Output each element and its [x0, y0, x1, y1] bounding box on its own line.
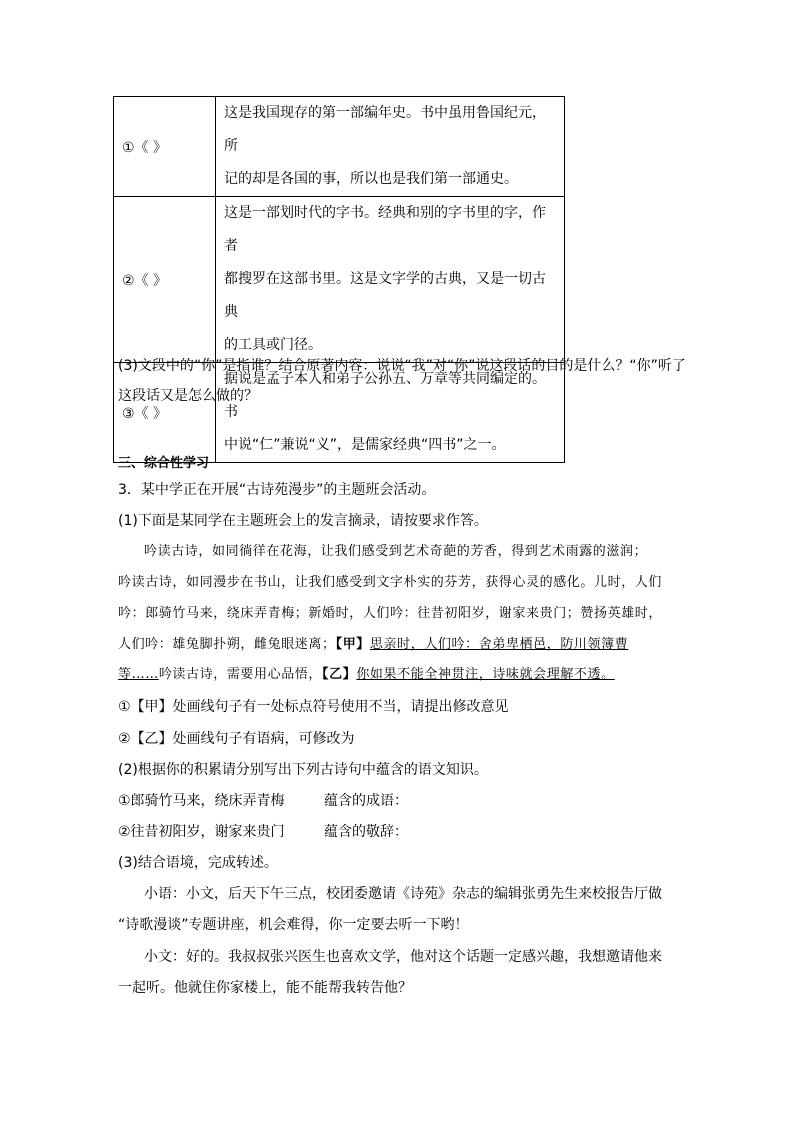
table-row [114, 197, 565, 363]
table-desc-line: 都搜罗在这部书里。这是文字学的古典，又是一切古典 [224, 271, 546, 320]
poem-item: ①郎骑竹马来，绕床弄青梅 [118, 793, 285, 809]
question-3-3-line1: (3)文段中的“你”是指谁？结合原著内容：说说“我”对“你”说这段话的目的是什么？“你”听了 [118, 358, 686, 374]
jia-marker: 【甲】 [335, 637, 370, 652]
table-label-cell: ②《 》 [114, 197, 216, 363]
table-label-cell: ①《 》 [114, 97, 216, 197]
table-desc-line: 的工具或门径。 [224, 337, 322, 353]
poem-ask: 蕴含的成语： [324, 793, 408, 809]
table-desc-cell [216, 197, 565, 363]
table-desc-cell [216, 97, 565, 197]
dialog-xiaoyu-line2: “诗歌漫谈”专题讲座，机会难得，你一定要去听一下哟！ [118, 917, 469, 933]
table-row [114, 363, 565, 463]
passage-text: 吟读古诗，需要用心品悟， [158, 667, 323, 682]
table-desc-line: 据说是孟子本人和弟子公孙五、万章等共同编定的。书 [224, 371, 546, 420]
poem-item: ②往昔初阳岁，谢家来贵门 [118, 824, 285, 840]
yi-marker: 【乙】 [322, 667, 357, 682]
section-heading: 三、综合性学习 [118, 456, 210, 471]
passage-line: 吟读古诗，如同漫步在书山，让我们感受到文字朴实的芬芳，获得心灵的感化。儿时，人们 [118, 575, 663, 590]
dialog-xiaoyu-line1: 小语：小文，后天下午三点，校团委邀请《诗苑》杂志的编辑张勇先生来校报告厅做 [144, 886, 662, 902]
table-desc-line: 这是一部划时代的字书。经典和别的字书里的字，作者 [224, 205, 546, 254]
classics-table [113, 96, 565, 463]
table-label-cell: ③《 》 [114, 363, 216, 463]
table-desc-line: 记的却是各国的事，所以也是我们第一部通史。 [224, 171, 518, 187]
passage-line [118, 635, 628, 655]
passage-line: 吟读古诗，如同徜徉在花海，让我们感受到艺术奇葩的芳香，得到艺术雨露的滋润； [144, 544, 648, 559]
table-desc-line: 中说“仁”兼说“义”，是儒家经典“四书”之一。 [224, 437, 506, 453]
jia-underlined-text: 思亲时，人们吟：舍弟卑栖邑，防川领簿曹 [369, 637, 629, 652]
question-3-intro: 3．某中学正在开展“古诗苑漫步”的主题班会活动。 [118, 482, 436, 498]
dialog-xiaowen-line1: 小文：好的。我叔叔张兴医生也喜欢文学，他对这个话题一定感兴趣，我想邀请他来 [144, 949, 662, 965]
passage-line [118, 665, 615, 685]
question-3-3-prompt: (3)结合语境，完成转述。 [118, 855, 278, 871]
poem-ask: 蕴含的敬辞： [324, 824, 408, 840]
passage-line: 吟：郎骑竹马来，绕床弄青梅；新婚时，人们吟：往昔初阳岁，谢家来贵门；赞扬英雄时， [118, 606, 663, 621]
table-row [114, 97, 565, 197]
dialog-xiaowen-line2: 一起听。他就住你家楼上，能不能帮我转告他？ [118, 980, 412, 996]
sub-question-1: ①【甲】处画线句子有一处标点符号使用不当，请提出修改意见 [118, 699, 509, 715]
sub-question-2: ②【乙】处画线句子有语病，可修改为 [118, 731, 355, 747]
passage-text: 人们吟：雄兔脚扑朔，雌兔眼迷离； [118, 637, 336, 652]
question-3-3-line2: 这段话又是怎么做的？ [118, 388, 258, 404]
table-desc-cell [216, 363, 565, 463]
question-3-2-prompt: (2)根据你的积累请分别写出下列古诗句中蕴含的语文知识。 [118, 762, 488, 778]
jia-underlined-text: 等…… [118, 667, 159, 682]
table-desc-line: 这是我国现存的第一部编年史。书中虽用鲁国纪元，所 [224, 105, 546, 154]
yi-underlined-text: 你如果不能全神贯注，诗味就会理解不透。 [356, 667, 615, 682]
question-3-1-prompt: (1)下面是某同学在主题班会上的发言摘录，请按要求作答。 [118, 513, 488, 529]
